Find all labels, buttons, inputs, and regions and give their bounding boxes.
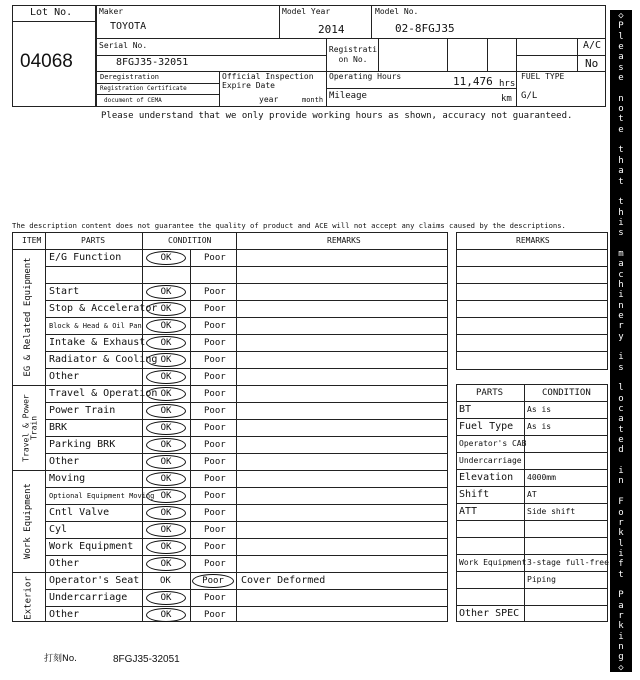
row-divider bbox=[45, 334, 448, 335]
stamp-label: 打刻No. bbox=[44, 654, 77, 664]
condition-poor[interactable]: Poor bbox=[204, 440, 226, 450]
spec-row-divider bbox=[456, 537, 608, 538]
part-label: Other bbox=[49, 609, 80, 620]
sidebar-char: h bbox=[618, 207, 624, 218]
maker-label: Maker bbox=[99, 7, 124, 16]
condition-poor[interactable]: Poor bbox=[204, 423, 226, 433]
condition-poor[interactable]: Poor bbox=[204, 304, 226, 314]
condition-poor[interactable]: Poor bbox=[204, 508, 226, 518]
serial-label: Serial No. bbox=[99, 41, 148, 50]
part-label: Travel & Operation bbox=[49, 388, 158, 399]
condition-ok[interactable]: OK bbox=[146, 591, 186, 605]
condition-ok[interactable]: OK bbox=[146, 404, 186, 418]
condition-ok[interactable]: OK bbox=[146, 387, 186, 401]
condition-ok[interactable]: OK bbox=[146, 421, 186, 435]
row-divider bbox=[45, 402, 448, 403]
row-divider bbox=[12, 385, 448, 386]
diamond-icon: ◇ bbox=[618, 662, 624, 673]
sidebar-char: i bbox=[618, 548, 624, 559]
lot-number: 04068 bbox=[20, 51, 73, 72]
condition-poor[interactable]: Poor bbox=[204, 491, 226, 501]
sidebar-char: k bbox=[618, 528, 624, 539]
row-divider bbox=[45, 606, 448, 607]
spec-row-divider bbox=[456, 554, 608, 555]
spec-row-divider bbox=[456, 401, 608, 402]
sidebar-char: e bbox=[618, 124, 624, 135]
spec-condition-header: CONDITION bbox=[542, 388, 591, 398]
group-label: Work Equipment bbox=[23, 483, 33, 559]
sidebar-char: o bbox=[618, 393, 624, 404]
lot-label: Lot No. bbox=[30, 7, 73, 18]
year-label: year bbox=[259, 95, 279, 104]
spec-row-divider bbox=[456, 452, 608, 453]
spec-condition: As is bbox=[527, 422, 552, 431]
sidebar-char: P bbox=[618, 590, 624, 601]
sidebar-char: F bbox=[618, 497, 624, 508]
part-label: Moving bbox=[49, 473, 86, 484]
row-divider bbox=[12, 572, 448, 573]
spec-row-divider bbox=[456, 469, 608, 470]
condition-ok[interactable]: OK bbox=[146, 540, 186, 554]
condition-ok[interactable]: OK bbox=[146, 285, 186, 299]
condition-ok[interactable]: OK bbox=[146, 506, 186, 520]
sidebar-char: t bbox=[618, 569, 624, 580]
spec-part: Operator's CAB bbox=[459, 439, 527, 448]
condition-poor[interactable]: Poor bbox=[204, 372, 226, 382]
sidebar-char: P bbox=[618, 21, 624, 32]
location-notice-sidebar bbox=[610, 10, 632, 672]
model-year-label: Model Year bbox=[282, 7, 331, 16]
sidebar-char: i bbox=[618, 217, 624, 228]
mileage-label: Mileage bbox=[329, 91, 367, 101]
sidebar-char: a bbox=[618, 600, 624, 611]
condition-ok[interactable]: OK bbox=[146, 302, 186, 316]
stamp-value: 8FGJ35-32051 bbox=[113, 654, 180, 665]
condition-poor[interactable]: Poor bbox=[204, 389, 226, 399]
spec-row-divider bbox=[456, 486, 608, 487]
spec-part: Undercarriage bbox=[459, 456, 522, 465]
sidebar-char: o bbox=[618, 104, 624, 115]
sidebar-char: d bbox=[618, 445, 624, 456]
sidebar-char: l bbox=[618, 538, 624, 549]
sidebar-char: i bbox=[618, 352, 624, 363]
condition-ok[interactable]: OK bbox=[146, 523, 186, 537]
sidebar-char: n bbox=[618, 300, 624, 311]
part-label: Start bbox=[49, 286, 80, 297]
sidebar-char: c bbox=[618, 404, 624, 415]
cema-document-label: document of CEMA bbox=[104, 97, 162, 104]
part-label: Block & Head & Oil Pan bbox=[49, 322, 142, 330]
row-divider bbox=[45, 266, 448, 267]
condition-poor[interactable]: Poor bbox=[204, 559, 226, 569]
part-label: Undercarriage bbox=[49, 592, 128, 603]
row-divider bbox=[45, 487, 448, 488]
group-label: Exterior bbox=[23, 575, 33, 620]
condition-poor[interactable]: Poor bbox=[204, 525, 226, 535]
sidebar-char: i bbox=[618, 290, 624, 301]
inspection-label: Official Inspection Expire Date bbox=[222, 72, 314, 90]
right-remarks-row-divider bbox=[456, 283, 608, 284]
model-year-value: 2014 bbox=[318, 23, 345, 36]
col-condition-header: CONDITION bbox=[168, 236, 212, 245]
condition-poor[interactable]: Poor bbox=[204, 321, 226, 331]
part-label: Power Train bbox=[49, 405, 116, 416]
row-divider bbox=[45, 555, 448, 556]
month-label: month bbox=[302, 96, 324, 104]
part-label: Intake & Exhaust bbox=[49, 337, 146, 348]
group-label: EG & Related Equipment bbox=[23, 257, 33, 377]
spec-row-divider bbox=[456, 588, 608, 589]
row-divider bbox=[12, 470, 448, 471]
ac-label: A/C bbox=[583, 40, 602, 51]
sidebar-char: t bbox=[618, 114, 624, 125]
model-no-value: 02-8FGJ35 bbox=[395, 22, 455, 35]
sidebar-char: h bbox=[618, 279, 624, 290]
maker-value: TOYOTA bbox=[110, 21, 147, 32]
right-remarks-row-divider bbox=[456, 300, 608, 301]
registration-certificate-label: Registration Certificate bbox=[100, 85, 187, 92]
disclaimer: The description content does not guarantee the quality of product and ACE will not accept any claims caused by the descriptions. bbox=[12, 221, 566, 230]
spec-row-divider bbox=[456, 520, 608, 521]
spec-part: Fuel Type bbox=[459, 421, 514, 432]
spec-part: ATT bbox=[459, 506, 478, 517]
model-no-label: Model No. bbox=[375, 7, 419, 16]
spec-row-divider bbox=[456, 605, 608, 606]
col-divider-parts bbox=[142, 232, 143, 622]
row-divider bbox=[45, 504, 448, 505]
condition-poor[interactable]: Poor bbox=[204, 338, 226, 348]
condition-ok[interactable]: OK bbox=[146, 251, 186, 265]
spec-condition: As is bbox=[527, 405, 552, 414]
registration-label: Registrati on No. bbox=[328, 45, 378, 64]
condition-ok[interactable]: OK bbox=[146, 438, 186, 452]
condition-ok[interactable]: OK bbox=[146, 455, 186, 469]
condition-ok[interactable]: OK bbox=[146, 557, 186, 571]
row-divider bbox=[45, 538, 448, 539]
sidebar-char: a bbox=[618, 52, 624, 63]
spec-parts-header: PARTS bbox=[476, 388, 504, 398]
ac-value: No bbox=[585, 57, 599, 70]
spec-condition: 3-stage full-free bbox=[527, 558, 609, 567]
sidebar-char: i bbox=[618, 466, 624, 477]
spec-condition: Side shift bbox=[527, 507, 576, 516]
condition-poor[interactable]: Poor bbox=[204, 355, 226, 365]
sidebar-char: r bbox=[618, 321, 624, 332]
sidebar-char: s bbox=[618, 362, 624, 373]
condition-poor[interactable]: Poor bbox=[204, 474, 226, 484]
spec-condition: AT bbox=[527, 490, 537, 499]
row-divider bbox=[45, 521, 448, 522]
sidebar-char: l bbox=[618, 383, 624, 394]
row-divider bbox=[45, 419, 448, 420]
condition-ok[interactable]: OK bbox=[160, 576, 171, 586]
condition-poor[interactable]: Poor bbox=[192, 574, 234, 588]
sidebar-char: e bbox=[618, 435, 624, 446]
spec-row-divider bbox=[456, 571, 608, 572]
condition-poor[interactable]: Poor bbox=[204, 287, 226, 297]
part-label: E/G Function bbox=[49, 252, 122, 263]
serial-value: 8FGJ35-32051 bbox=[116, 57, 189, 68]
hours-note: Please understand that we only provide working hours as shown, accuracy not guaranteed. bbox=[101, 111, 573, 121]
sidebar-char: t bbox=[618, 145, 624, 156]
part-label: Cntl Valve bbox=[49, 507, 110, 518]
condition-ok[interactable]: OK bbox=[146, 472, 186, 486]
remark-text: Cover Deformed bbox=[241, 575, 326, 586]
fuel-type-label: FUEL TYPE bbox=[521, 72, 565, 81]
sidebar-char: h bbox=[618, 155, 624, 166]
condition-ok[interactable]: OK bbox=[146, 353, 186, 367]
sidebar-char: n bbox=[618, 476, 624, 487]
part-label: Work Equipment bbox=[49, 541, 134, 552]
spec-part: Elevation bbox=[459, 472, 514, 483]
part-label: Stop & Accelerator bbox=[49, 303, 158, 314]
sidebar-char: r bbox=[618, 517, 624, 528]
part-label: Parking BRK bbox=[49, 439, 116, 450]
part-label: Other bbox=[49, 371, 80, 382]
col-item-header: ITEM bbox=[22, 236, 42, 245]
sidebar-char: a bbox=[618, 166, 624, 177]
sidebar-char: s bbox=[618, 228, 624, 239]
sidebar-char: y bbox=[618, 331, 624, 342]
spec-condition: Piping bbox=[527, 575, 556, 584]
spec-part: Work Equipment bbox=[459, 558, 527, 567]
sidebar-char: e bbox=[618, 42, 624, 53]
right-remarks-row-divider bbox=[456, 249, 608, 250]
right-remarks-row-divider bbox=[456, 266, 608, 267]
spec-row-divider bbox=[456, 418, 608, 419]
sidebar-char: e bbox=[618, 73, 624, 84]
spec-part: BT bbox=[459, 404, 472, 415]
sidebar-char: l bbox=[618, 31, 624, 42]
condition-ok[interactable]: OK bbox=[146, 608, 186, 622]
part-label: Other bbox=[49, 456, 80, 467]
table-header-divider bbox=[12, 249, 448, 250]
part-label: Radiator & Cooling bbox=[49, 354, 158, 365]
sidebar-char: a bbox=[618, 259, 624, 270]
sidebar-char: i bbox=[618, 631, 624, 642]
spec-row-divider bbox=[456, 435, 608, 436]
sidebar-char: s bbox=[618, 62, 624, 73]
condition-poor[interactable]: Poor bbox=[204, 542, 226, 552]
spec-row-divider bbox=[456, 503, 608, 504]
row-divider bbox=[45, 453, 448, 454]
row-divider bbox=[45, 300, 448, 301]
condition-poor[interactable]: Poor bbox=[204, 593, 226, 603]
hrs-label: hrs bbox=[499, 79, 516, 89]
condition-ok[interactable]: OK bbox=[146, 489, 186, 503]
sidebar-char: g bbox=[618, 652, 624, 663]
condition-poor[interactable]: Poor bbox=[204, 253, 226, 263]
spec-part: Shift bbox=[459, 489, 490, 500]
right-remarks-header: REMARKS bbox=[516, 236, 550, 245]
sidebar-char: n bbox=[618, 641, 624, 652]
sidebar-char: n bbox=[618, 93, 624, 104]
operating-hours-label: Operating Hours bbox=[329, 72, 402, 81]
row-divider bbox=[45, 317, 448, 318]
row-divider bbox=[45, 283, 448, 284]
right-remarks-row-divider bbox=[456, 351, 608, 352]
spec-condition: 4000mm bbox=[527, 473, 556, 482]
condition-ok[interactable]: OK bbox=[146, 319, 186, 333]
diamond-icon: ◇ bbox=[618, 11, 624, 21]
sidebar-char: k bbox=[618, 621, 624, 632]
col-divider-condition bbox=[236, 232, 237, 622]
sidebar-char: f bbox=[618, 559, 624, 570]
sidebar-char: r bbox=[618, 610, 624, 621]
sidebar-char: t bbox=[618, 176, 624, 187]
row-divider bbox=[45, 351, 448, 352]
part-label: Operator's Seat bbox=[49, 575, 140, 586]
sidebar-char: a bbox=[618, 414, 624, 425]
km-label: km bbox=[501, 94, 512, 104]
sidebar-char: t bbox=[618, 197, 624, 208]
row-divider bbox=[45, 589, 448, 590]
operating-hours-value: 11,476 bbox=[453, 75, 493, 88]
deregistration-label: Deregistration bbox=[100, 73, 160, 81]
col-divider-item bbox=[45, 232, 46, 622]
condition-poor[interactable]: Poor bbox=[204, 406, 226, 416]
condition-poor[interactable]: Poor bbox=[204, 457, 226, 467]
sidebar-char: m bbox=[618, 248, 624, 259]
sidebar-char: t bbox=[618, 424, 624, 435]
row-divider bbox=[45, 436, 448, 437]
part-label: Cyl bbox=[49, 524, 68, 535]
part-label: Optional Equipment Moving bbox=[49, 492, 155, 500]
right-remarks-row-divider bbox=[456, 334, 608, 335]
condition-poor[interactable]: Poor bbox=[204, 610, 226, 620]
part-label: Other bbox=[49, 558, 80, 569]
right-remarks-row-divider bbox=[456, 317, 608, 318]
condition-ok[interactable]: OK bbox=[146, 336, 186, 350]
sidebar-char: c bbox=[618, 269, 624, 280]
group-label: Travel & Power Train bbox=[21, 393, 38, 462]
spec-part: Other SPEC bbox=[459, 608, 520, 619]
part-label: BRK bbox=[49, 422, 68, 433]
sidebar-char: o bbox=[618, 507, 624, 518]
sidebar-char: e bbox=[618, 310, 624, 321]
right-remarks-border bbox=[456, 232, 608, 370]
row-divider bbox=[45, 368, 448, 369]
col-parts-header: PARTS bbox=[81, 236, 106, 245]
condition-ok[interactable]: OK bbox=[146, 370, 186, 384]
col-remarks-header: REMARKS bbox=[327, 236, 361, 245]
fuel-type-value: G/L bbox=[521, 91, 538, 101]
